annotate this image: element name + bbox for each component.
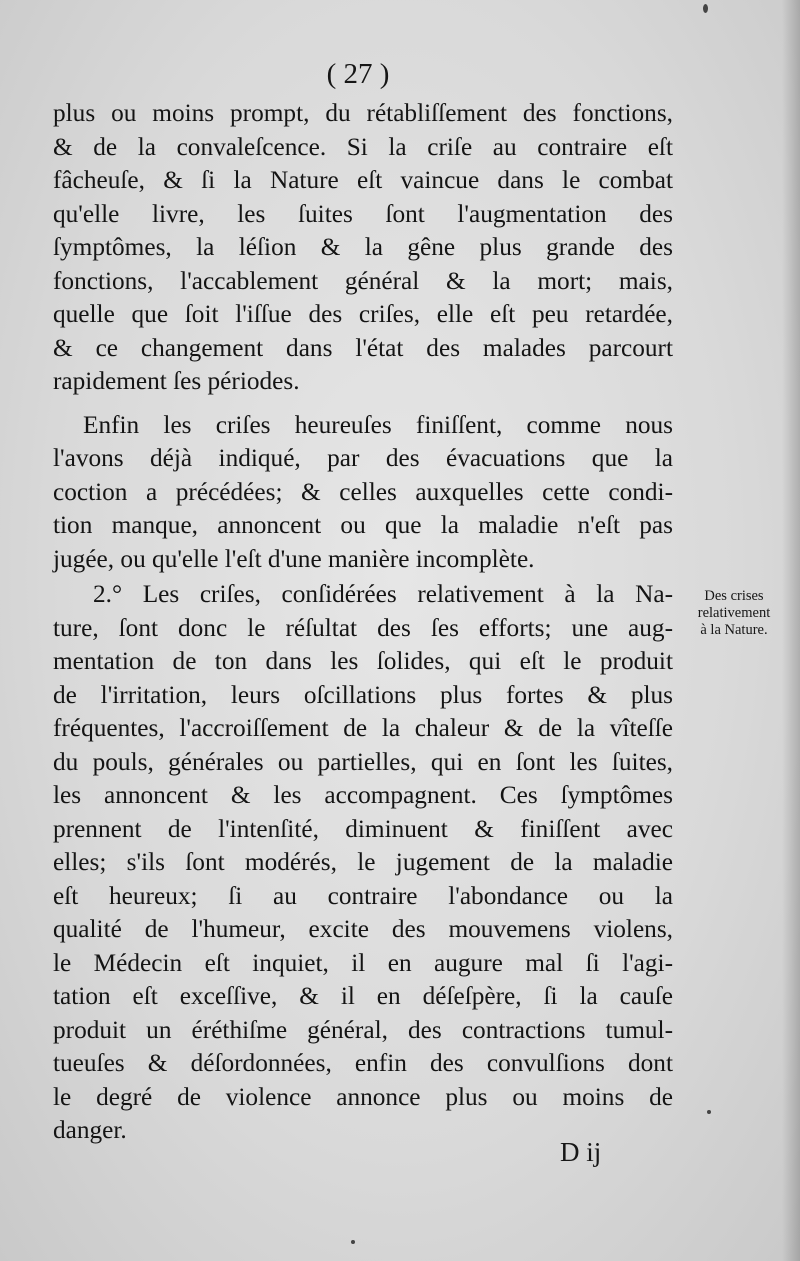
text-line: tueuſes & déſordonnées, enfin des convulſions dont xyxy=(53,1049,673,1077)
text-line: rapidement ſes périodes. xyxy=(53,367,300,395)
text-line: de l'irritation, leurs oſcillations plus fortes & plus xyxy=(53,680,673,709)
body-text xyxy=(53,97,673,1148)
text-line: prennent de l'intenſité, diminuent & finiſſent avec xyxy=(53,814,673,843)
paragraph-2 xyxy=(53,409,673,577)
text-line: jugée, ou qu'elle l'eſt d'une manière incomplète. xyxy=(53,544,535,573)
paragraph-1 xyxy=(53,97,673,399)
text-line: danger. xyxy=(53,1116,127,1144)
text-line: produit un éréthiſme général, des contractions tumul- xyxy=(53,1015,673,1044)
text-line: ture, ſont donc le réſultat des ſes efforts; une aug- xyxy=(53,613,673,642)
text-line: tation eſt exceſſive, & il en déſeſpère, ſi la cauſe xyxy=(53,982,673,1010)
ink-speck xyxy=(703,4,708,13)
margin-note-line: à la Nature. xyxy=(700,622,768,638)
text-line: plus ou moins prompt, du rétabliſſement des fonctions, xyxy=(53,99,673,127)
ink-speck xyxy=(707,1110,711,1114)
text-line: les annoncent & les accompagnent. Ces ſymptômes xyxy=(53,781,673,809)
text-line: coction a précédées; & celles auxquelles cette condi- xyxy=(53,477,673,506)
text-line: quelle que ſoit l'iſſue des criſes, elle eſt peu retardée, xyxy=(53,300,673,328)
text-line: qu'elle livre, les ſuites ſont l'augmentation des xyxy=(53,199,673,228)
margin-note xyxy=(679,588,789,639)
text-line: fonctions, l'accablement général & la mort; mais, xyxy=(53,266,673,295)
margin-note-line: Des crises xyxy=(704,588,764,604)
signature-mark: D ij xyxy=(560,1137,602,1167)
text-line: l'avons déjà indiqué, par des évacuations que la xyxy=(53,444,673,472)
text-line: le Médecin eſt inquiet, il en augure mal ſi l'agi- xyxy=(53,948,673,977)
paragraph-3 xyxy=(53,578,673,1148)
text-line: & ce changement dans l'état des malades parcourt xyxy=(53,333,673,362)
text-line: ſymptômes, la léſion & la gêne plus grande des xyxy=(53,233,673,261)
text-line: Enfin les criſes heureuſes finiſſent, comme nous xyxy=(83,410,673,439)
text-line: eſt heureux; ſi au contraire l'abondance ou la xyxy=(53,881,673,910)
text-line: le degré de violence annonce plus ou moins de xyxy=(53,1082,673,1111)
text-line: 2.° Les criſes, conſidérées relativement à la Na- xyxy=(93,580,673,608)
margin-note-line: relativement xyxy=(697,605,771,621)
ink-speck xyxy=(351,1240,355,1244)
text-line: & de la convaleſcence. Si la criſe au contraire eſt xyxy=(53,132,673,161)
text-line: du pouls, générales ou partielles, qui en ſont les ſuites, xyxy=(53,747,673,776)
text-line: elles; s'ils ſont modérés, le jugement de la maladie xyxy=(53,848,673,876)
text-line: fâcheuſe, & ſi la Nature eſt vaincue dans le combat xyxy=(53,166,673,194)
text-line: qualité de l'humeur, excite des mouvemens violens, xyxy=(53,915,673,943)
text-line: mentation de ton dans les ſolides, qui eſt le produit xyxy=(53,647,673,675)
text-line: fréquentes, l'accroiſſement de la chaleur & de la vîteſſe xyxy=(53,714,673,742)
page-number: ( 27 ) xyxy=(326,58,390,90)
text-line: tion manque, annoncent ou que la maladie n'eſt pas xyxy=(53,511,673,539)
